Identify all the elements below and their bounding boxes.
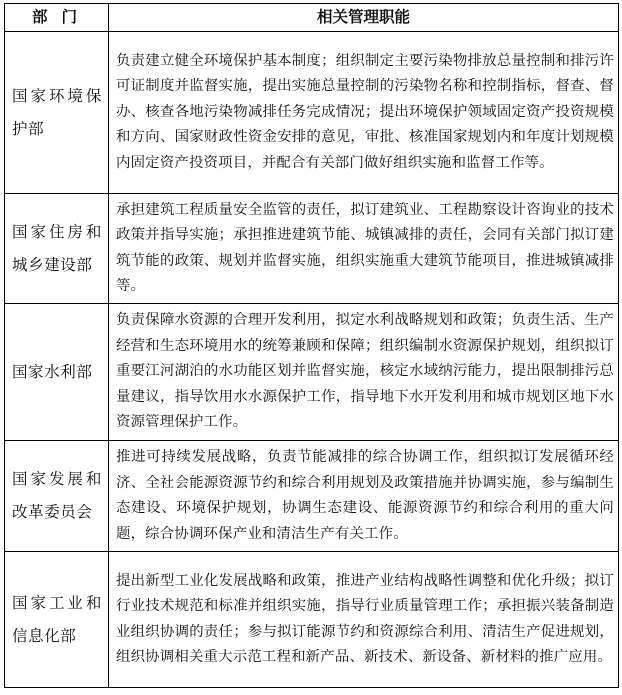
functions-cell: 推进可持续发展战略，负责节能减排的综合协调工作，组织拟订发展循环经济、全社会能源资源节约和综合利用规划及政策措施并协调实施，参与编制生态建设、环境保护规划，协调生态建设、能源资源节约和综合利用的重大问题，综合协调环保产业和清洁生产有关工作。 xyxy=(109,441,619,552)
table-row xyxy=(5,552,619,688)
header-department: 部门 xyxy=(5,4,109,32)
department-cell: 国家发展和改革委员会 xyxy=(5,441,109,552)
table-row xyxy=(5,441,619,552)
department-cell: 国家环境保护部 xyxy=(5,32,109,194)
table-row xyxy=(5,194,619,304)
functions-cell: 负责保障水资源的合理开发利用，拟定水利战略规划和政策；负责生活、生产经营和生态环境用水的统筹兼顾和保障；组织编制水资源保护规划，组织拟订重要江河湖泊的水功能区划并监督实施，核定水域纳污能力，提出限制排污总量建议，指导饮用水水源保护工作，指导地下水开发利用和城市规划区地下水资源管理保护工作。 xyxy=(109,304,619,441)
functions-cell: 提出新型工业化发展战略和政策，推进产业结构战略性调整和优化升级；拟订行业技术规范和标准并组织实施，指导行业质量管理工作；承担振兴装备制造业组织协调的责任；参与拟订能源节约和资源综合利用、清洁生产促进规划，组织协调相关重大示范工程和新产品、新技术、新设备、新材料的推广应用。 xyxy=(109,552,619,688)
department-cell: 国家住房和城乡建设部 xyxy=(5,194,109,304)
table-row xyxy=(5,32,619,194)
header-row xyxy=(5,4,619,32)
functions-cell: 负责建立健全环境保护基本制度；组织制定主要污染物排放总量控制和排污许可证制度并监督实施，提出实施总量控制的污染物名称和控制指标，督查、督办、核查各地污染物减排任务完成情况；提出环境保护领域固定资产投资规模和方向、国家财政性资金安排的意见，审批、核准国家规划内和年度计划规模内固定资产投资项目，并配合有关部门做好组织实施和监督工作等。 xyxy=(109,32,619,194)
functions-table xyxy=(4,3,619,688)
header-functions: 相关管理职能 xyxy=(109,4,619,32)
table-row xyxy=(5,304,619,441)
department-cell: 国家水利部 xyxy=(5,304,109,441)
functions-cell: 承担建筑工程质量安全监管的责任，拟订建筑业、工程勘察设计咨询业的技术政策并指导实施；承担推进建筑节能、城镇减排的责任，会同有关部门拟订建筑节能的政策、规划并监督实施，组织实施重大建筑节能项目，推进城镇减排等。 xyxy=(109,194,619,304)
department-cell: 国家工业和信息化部 xyxy=(5,552,109,688)
